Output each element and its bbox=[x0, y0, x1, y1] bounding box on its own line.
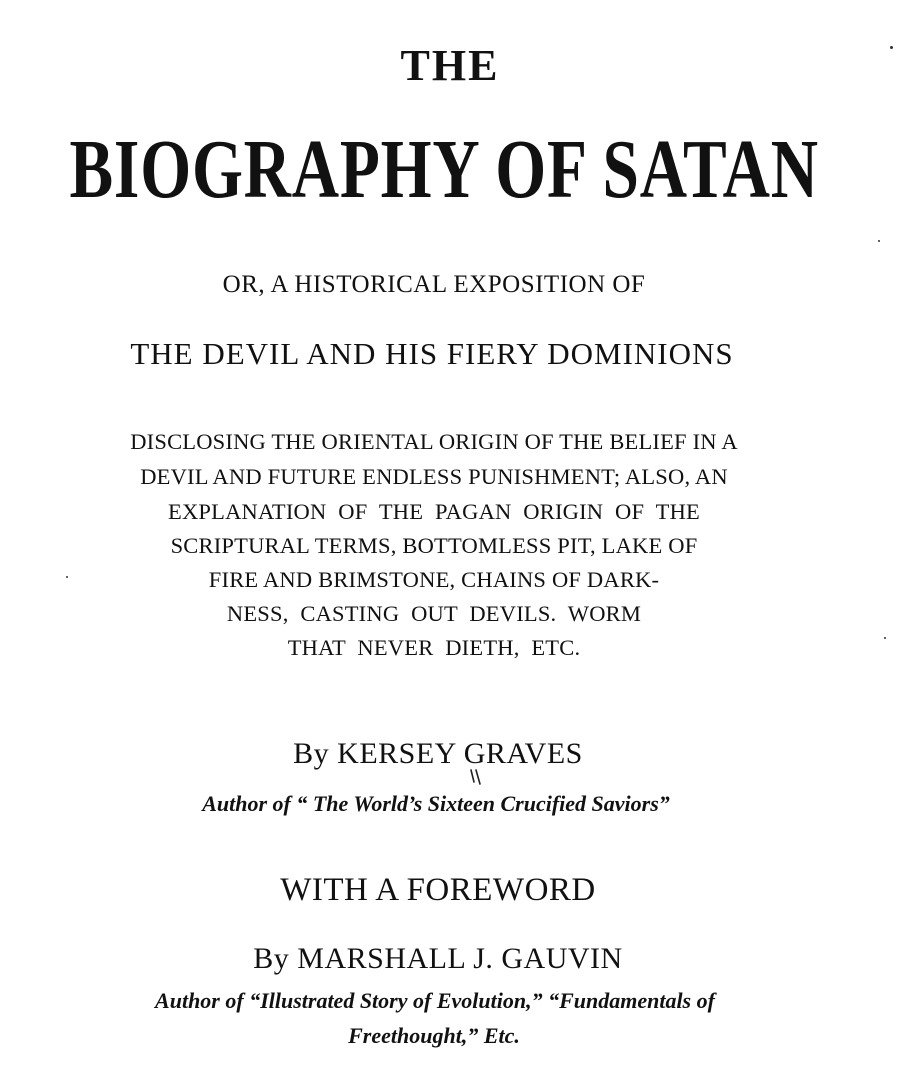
author-byline: By KERSEY GRAVES bbox=[293, 737, 583, 770]
book-title: BIOGRAPHY OF SATAN bbox=[69, 123, 819, 216]
description-line: DISCLOSING THE ORIENTAL ORIGIN OF THE BELIEF IN A bbox=[130, 429, 738, 454]
title-article: THE bbox=[400, 41, 500, 90]
description-line: FIRE AND BRIMSTONE, CHAINS OF DARK- bbox=[208, 567, 660, 592]
subtitle-line-1: OR, A HISTORICAL EXPOSITION OF bbox=[222, 271, 646, 298]
description-line: THAT NEVER DIETH, ETC. bbox=[287, 635, 581, 660]
description-line: DEVIL AND FUTURE ENDLESS PUNISHMENT; ALSO, AN bbox=[140, 464, 728, 489]
print-speck bbox=[890, 46, 893, 49]
foreword-credit-line-2: Freethought,” Etc. bbox=[348, 1023, 520, 1048]
description-line: EXPLANATION OF THE PAGAN ORIGIN OF THE bbox=[168, 499, 700, 524]
author-credit: Author of “ The World’s Sixteen Crucified Saviors” bbox=[202, 791, 670, 816]
print-speck bbox=[884, 637, 886, 639]
print-speck bbox=[66, 576, 68, 578]
description-line: SCRIPTURAL TERMS, BOTTOMLESS PIT, LAKE OF bbox=[170, 533, 698, 558]
subtitle-line-2: THE DEVIL AND HIS FIERY DOMINIONS bbox=[130, 336, 734, 371]
stray-ink-mark bbox=[468, 768, 482, 786]
foreword-heading: WITH A FOREWORD bbox=[280, 872, 596, 908]
print-speck bbox=[878, 240, 880, 242]
foreword-byline: By MARSHALL J. GAUVIN bbox=[253, 942, 623, 975]
foreword-credit-line-1: Author of “Illustrated Story of Evolution,” “Fundamentals of bbox=[155, 988, 715, 1013]
description-line: NESS, CASTING OUT DEVILS. WORM bbox=[226, 601, 642, 626]
